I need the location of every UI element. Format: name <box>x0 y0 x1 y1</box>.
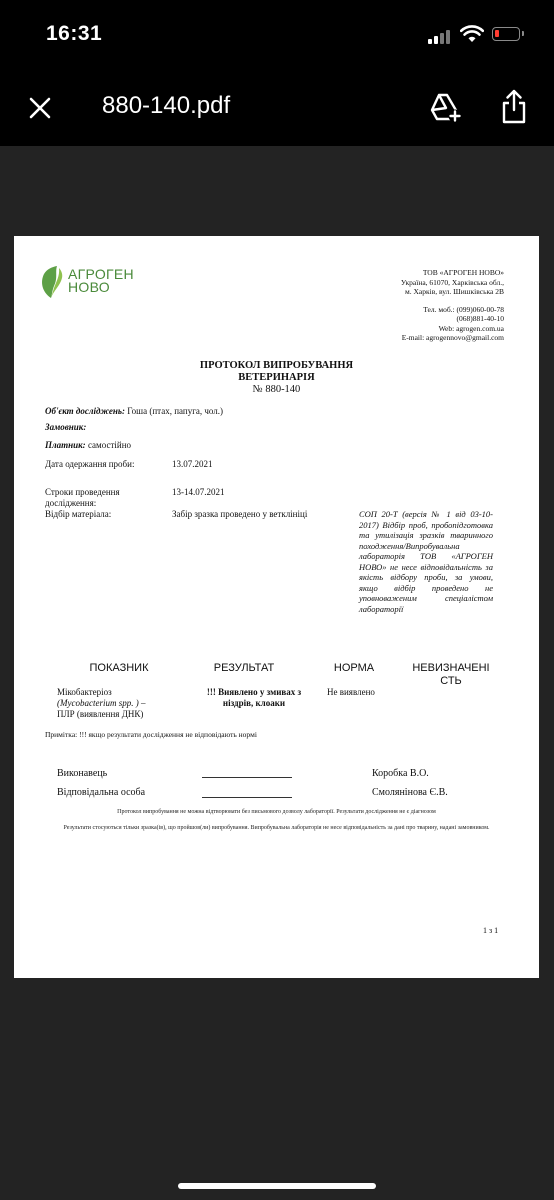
object-field <box>45 406 223 417</box>
remark: Примітка: !!! якщо результати дослідження не відповідають нормі <box>45 730 257 739</box>
header-indicator: ПОКАЗНИК <box>89 662 149 674</box>
terms-value: 13-14.07.2021 <box>172 487 225 497</box>
company-phone-2: (068)881-40-10 <box>456 314 504 323</box>
payer-value: самостійно <box>87 440 132 450</box>
wifi-icon <box>460 25 484 43</box>
cellular-signal-icon <box>428 30 452 44</box>
share-icon[interactable] <box>499 88 529 126</box>
terms-label-2: дослідження: <box>45 498 97 508</box>
company-name: ТОВ «АГРОГЕН НОВО» <box>422 268 504 277</box>
footer-line-2: Результати стосуються тільки зразка(ів), що пройшов(ли) випробування. Випробувальна лабораторія не несе відповідальність за дані про тварину, надані замовником. <box>63 825 490 831</box>
company-address-2: м. Харків, вул. Шишківська 2В <box>404 287 504 296</box>
pdf-page <box>14 236 539 978</box>
footer-line-1: Протокол випробування не можна відтворювати без письмового дозволу лабораторії. Результати дослідження не є діагнозом <box>117 809 436 815</box>
executor-name: Коробка В.О. <box>372 768 429 779</box>
company-web: Web: agrogen.com.ua <box>438 323 504 333</box>
indicator-line-3: ПЛР (виявлення ДНК) <box>57 709 144 719</box>
leaf-icon <box>38 264 64 300</box>
indicator-line-2: (Mycobacterium spp. ) – <box>57 698 146 708</box>
logo-line-1: АГРОГЕН <box>68 266 134 282</box>
header-norm: НОРМА <box>333 662 375 674</box>
title-line-2: ВЕТЕРИНАРІЯ <box>238 372 315 383</box>
status-time: 16:31 <box>46 22 103 45</box>
sampling-value: Забір зразка проведено у ветклініці <box>172 509 308 519</box>
date-label: Дата одержання проби: <box>45 459 135 469</box>
page-number: 1 з 1 <box>483 926 499 935</box>
company-email: E-mail: agrogennovo@gmail.com <box>401 333 504 342</box>
indicator-line-1: Мікобактеріоз <box>57 687 112 697</box>
protocol-number: № 880-140 <box>252 384 301 395</box>
payer-label: Платник: <box>45 440 86 450</box>
header-undetected <box>396 662 506 688</box>
object-value: Гоша (птах, папуга, чол.) <box>127 406 224 416</box>
sampling-note: СОП 20-Т (версія № 1 від 03-10-2017) Відбір проб, пробопідготовка та утилізація зразків тваринного походження/Випробувальна лабораторія ТОВ «АГРОГЕН НОВО» не несе відповідальність за якість відбору проби, за умови, якщо відбір проведено не уповноваженим спеціалістом лабораторії <box>359 509 493 614</box>
company-phone-1: Тел. моб.: (099)060-00-78 <box>423 304 504 314</box>
responsible-signature-line <box>202 797 292 798</box>
result-line-1: !!! Виявлено у змивах з <box>206 687 302 697</box>
executor-signature-line <box>202 777 292 778</box>
file-name: 880-140.pdf <box>102 92 231 119</box>
row-indicator <box>57 687 145 720</box>
company-logo <box>38 264 138 302</box>
terms-label <box>45 487 120 509</box>
home-indicator[interactable] <box>178 1183 376 1189</box>
battery-icon <box>492 27 520 41</box>
responsible-label: Відповідальна особа <box>57 787 146 798</box>
header-result: РЕЗУЛЬТАТ <box>213 662 275 674</box>
row-norm: Не виявлено <box>327 687 375 697</box>
pdf-viewer-toolbar <box>0 70 554 146</box>
company-address-1: Україна, 61070, Харківська обл., <box>400 277 504 287</box>
row-result <box>189 687 319 709</box>
date-value: 13.07.2021 <box>172 459 213 469</box>
payer-field <box>45 440 131 451</box>
sampling-label: Відбір матеріала: <box>45 509 112 519</box>
protocol-title <box>14 360 539 396</box>
logo-line-2: НОВО <box>68 279 110 295</box>
close-icon[interactable] <box>26 94 54 122</box>
terms-label-1: Строки проведення <box>45 487 120 497</box>
header-undetected-1: НЕВИЗНАЧЕНІ <box>412 662 490 674</box>
company-info <box>314 268 504 343</box>
result-line-2: ніздрів, клоаки <box>222 698 286 708</box>
add-to-drive-icon[interactable] <box>428 92 462 124</box>
header-undetected-2: СТЬ <box>440 675 462 687</box>
object-label: Об'єкт досліджень: <box>45 406 126 416</box>
responsible-name: Смолянінова Є.В. <box>372 787 448 798</box>
status-bar <box>0 0 554 70</box>
title-line-1: ПРОТОКОЛ ВИПРОБУВАННЯ <box>199 360 354 371</box>
customer-label: Замовник: <box>45 422 87 432</box>
executor-label: Виконавець <box>57 768 108 779</box>
logo-text <box>68 268 134 294</box>
